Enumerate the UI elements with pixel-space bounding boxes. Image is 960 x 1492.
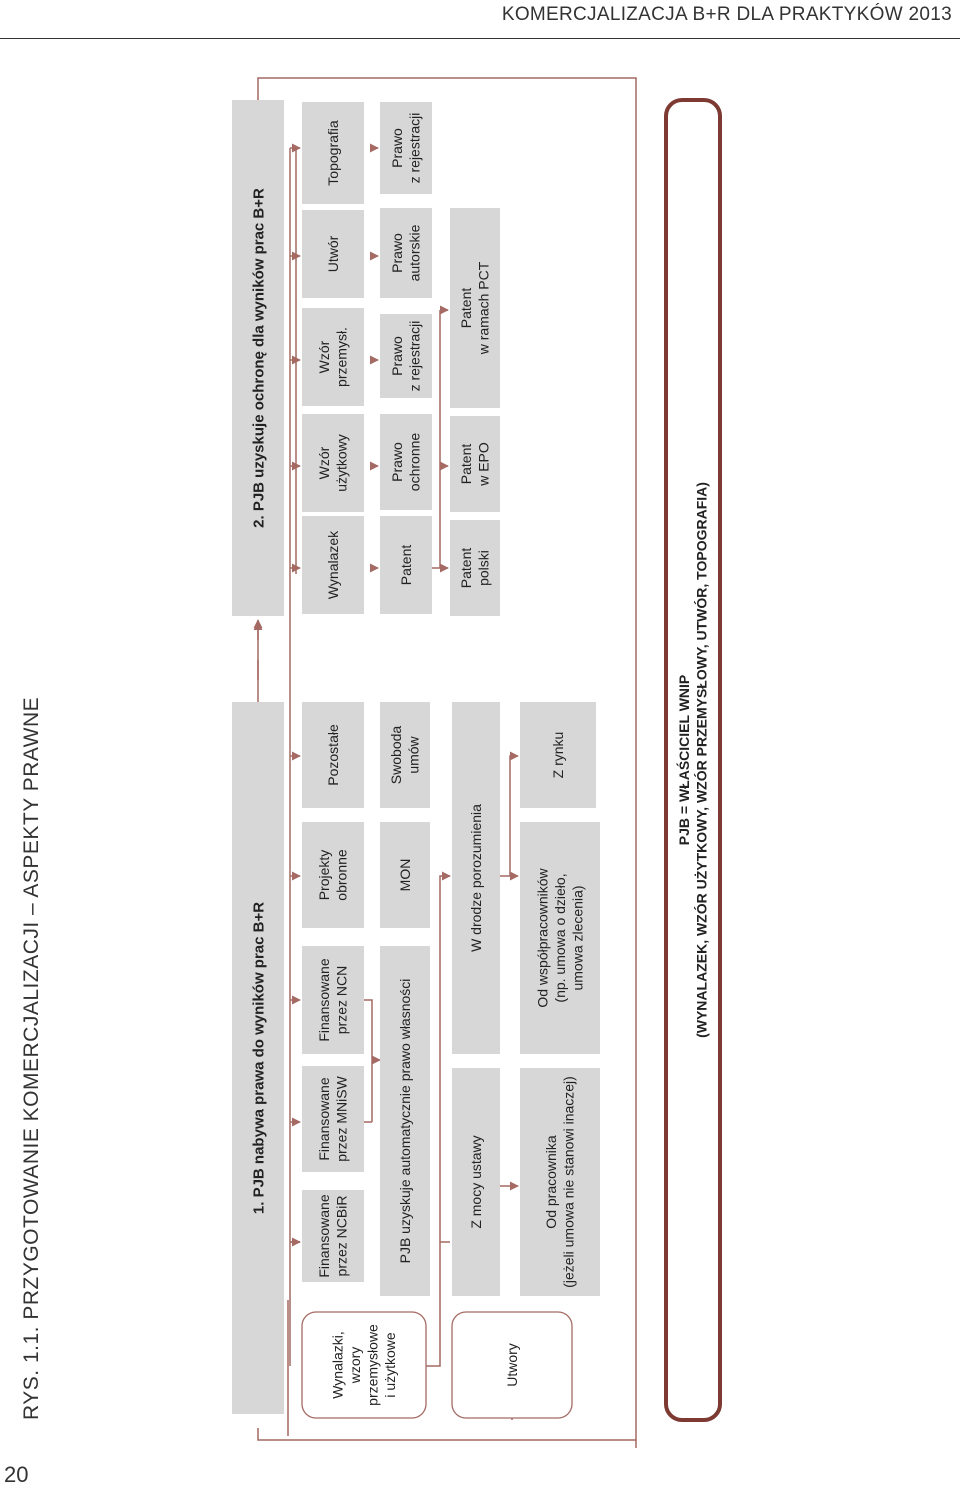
funding-obronne-label: Projekty obronne [316, 849, 350, 901]
page-number: 20 [4, 1462, 29, 1487]
right-prawo-ochronne-label: Prawo ochronne [389, 432, 423, 492]
swoboda-umow-label: Swoboda umów [388, 725, 422, 785]
right-prawo-rejestracji-2-label: Prawo z rejestracji [389, 112, 423, 184]
type-topografia-label: Topografia [324, 120, 341, 186]
right-patent-label: Patent [397, 544, 414, 586]
summary-owner-label: PJB = WŁAŚCICIEL WNIP (WYNALAZEK, WZÓR UŻYTKOWY, WZÓR PRZEMYSŁOWY, UTWÓR, TOPOGRAFIA) [676, 482, 710, 1038]
z-mocy-ustawy-label: Z mocy ustawy [467, 1135, 484, 1229]
patent-polski-label: Patent polski [458, 547, 492, 589]
type-wzor-przemyslowy-label: Wzór przemysł. [316, 327, 350, 387]
funding-pozostale-label: Pozostałe [324, 724, 341, 786]
patent-pct-label: Patent w ramach PCT [458, 261, 492, 355]
input-utwory-label: Utwory [503, 1343, 520, 1387]
step1-title-label: 1. PJB nabywa prawa do wyników prac B+R [250, 901, 268, 1215]
type-utwor-label: Utwór [324, 235, 341, 273]
right-prawo-autorskie-label: Prawo autorskie [389, 224, 423, 282]
right-prawo-rejestracji-1-label: Prawo z rejestracji [389, 320, 423, 392]
funding-mnisw-label: Finansowane przez MNiSW [316, 1076, 350, 1162]
funding-ncn-label: Finansowane przez NCN [316, 958, 350, 1042]
od-pracownika-label: Od pracownika (jeżeli umowa nie stanowi inaczej) [543, 1076, 577, 1288]
automatic-ownership-label: PJB uzyskuje automatycznie prawo własności [396, 978, 413, 1264]
running-header: KOMERCJALIZACJA B+R DLA PRAKTYKÓW 2013 [501, 4, 952, 25]
funding-ncbir-label: Finansowane przez NCBiR [316, 1194, 350, 1278]
od-wspolpracownikow-label: Od współpracowników (np. umowa o dzieło, umowa zlecenia) [534, 868, 586, 1008]
step2-title-label: 2. PJB uzyskuje ochronę dla wyników prac B+R [250, 188, 268, 528]
z-rynku-label: Z rynku [549, 731, 566, 779]
w-drodze-porozumienia-label: W drodze porozumienia [467, 804, 484, 952]
patent-epo-label: Patent w EPO [458, 442, 492, 486]
mon-label: MON [396, 858, 413, 892]
input-wynalazki-label: Wynalazki, wzory przemysłowe i użytkowe [329, 1324, 399, 1406]
type-wynalazek-label: Wynalazek [324, 530, 341, 600]
type-wzor-uzytkowy-label: Wzór użytkowy [316, 434, 350, 492]
figure-title: RYS. 1.1. PRZYGOTOWANIE KOMERCJALIZACJI – ASPEKTY PRAWNE [20, 696, 43, 1420]
